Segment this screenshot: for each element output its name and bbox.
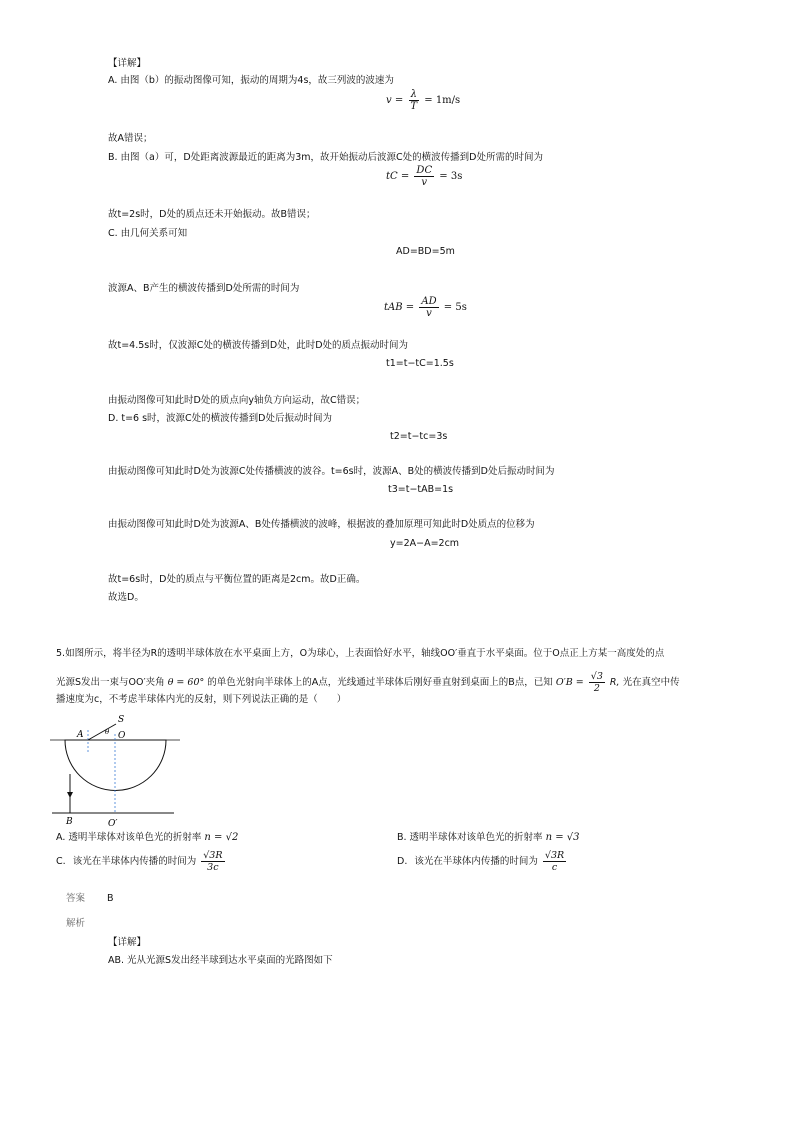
arrow-icon	[67, 792, 73, 798]
option-b-eq: n = √3	[545, 832, 580, 843]
option-a-label: A. 透明半球体对该单色光的折射率	[56, 832, 202, 843]
equation-tab	[384, 296, 467, 319]
equation-wave-speed	[386, 89, 460, 112]
option-a-eq: n = √2	[204, 832, 239, 843]
q5-stem-line2	[56, 671, 680, 694]
option-c-text-3: 故t=4.5s时，仅波源C处的横波传播到D处，此时D处的质点振动时间为	[108, 340, 409, 351]
eq-num: λ	[410, 89, 417, 100]
detail-tag-2: 【详解】	[108, 937, 147, 948]
eq-den: v	[426, 308, 432, 319]
option-d-den: c	[551, 862, 558, 873]
conclusion-a: 故A错误；	[108, 133, 153, 144]
hemisphere-outline	[65, 740, 166, 791]
eq-rhs: = 1m/s	[424, 95, 461, 106]
answer-value: B	[107, 893, 114, 904]
q5-stem-line1: 5.如图所示，将半径为R的透明半球体放在水平桌面上方，O为球心，上表面恰好水平，轴线OO′垂直于水平桌面。位于O点正上方某一高度处的点	[56, 648, 665, 659]
q5-ob-den: 2	[593, 683, 600, 694]
option-d-text: D. t=6 s时，波源C处的横波传播到D处后振动时间为	[108, 413, 333, 424]
conclusion-d: 故t=6s时，D处的质点与平衡位置的距离是2cm。故D正确。	[108, 574, 366, 585]
choice-result: 故选D。	[108, 592, 144, 603]
eq-den: T	[410, 101, 418, 112]
q5-stem-line3: 播速度为c，不考虑半球体内光的反射，则下列说法正确的是（ ）	[56, 694, 347, 705]
option-c-text-2: 波源A、B产生的横波传播到D处所需的时间为	[108, 283, 300, 294]
eq-lhs: tC =	[386, 171, 410, 182]
analysis-label: 解析	[66, 918, 86, 929]
eq-lhs: tAB =	[384, 302, 415, 313]
equation-ad: AD=BD=5m	[396, 246, 455, 257]
eq-rhs: = 5s	[443, 302, 467, 313]
label-theta: θ	[105, 728, 110, 736]
option-d-num: √3R	[544, 850, 565, 861]
option-c	[56, 850, 227, 873]
option-b-text: B. 由图（a）可，D处距离波源最近的距离为3m，故开始振动后波源C处的横波传播到D处所需的时间为	[108, 152, 543, 163]
equation-t2: t2=t−tc=3s	[390, 431, 448, 442]
label-o: O	[118, 731, 126, 741]
equation-t3: t3=t−tAB=1s	[388, 484, 454, 495]
label-o-prime: O′	[108, 819, 118, 829]
q5-stem-part-c: 光在真空中传	[622, 677, 680, 688]
option-d-text: 该光在半球体内传播的时间为	[414, 856, 538, 867]
eq-den: v	[421, 177, 428, 188]
ab-explanation: AB. 光从光源S发出经半球到达水平桌面的光路图如下	[108, 955, 333, 966]
option-b	[397, 832, 580, 844]
option-b-label: B. 透明半球体对该单色光的折射率	[397, 832, 543, 843]
q5-ob-r: R,	[609, 677, 620, 688]
equation-y: y=2A−A=2cm	[390, 538, 460, 549]
eq-num: DC	[416, 165, 433, 176]
option-c-text: 该光在半球体内传播的时间为	[72, 856, 197, 867]
hemisphere-figure	[50, 712, 190, 830]
detail-tag: 【详解】	[108, 58, 147, 69]
option-d-text-3: 由振动图像可知此时D处为波源A、B处传播横波的波峰，根据波的叠加原理可知此时D处质点的位移为	[108, 519, 535, 530]
label-s: S	[118, 715, 125, 725]
equation-t1: t1=t−tC=1.5s	[386, 358, 454, 369]
option-c-num: √3R	[203, 850, 223, 861]
q5-ob: O′B =	[555, 677, 584, 688]
label-a: A	[77, 730, 84, 740]
incident-ray	[88, 724, 116, 740]
option-d-label: D.	[397, 856, 408, 867]
option-d	[397, 850, 568, 873]
option-a-text: A. 由图（b）的振动图像可知，振动的周期为4s，故三列波的波速为	[108, 75, 394, 86]
q5-stem-part-b: 的单色光射向半球体上的A点，光线通过半球体后刚好垂直射到桌面上的B点，已知	[207, 677, 553, 688]
q5-theta: θ = 60°	[167, 677, 205, 688]
eq-lhs: v =	[386, 95, 404, 106]
equation-tc	[386, 165, 462, 188]
eq-rhs: = 3s	[439, 171, 463, 182]
option-c-label: C.	[56, 856, 66, 867]
option-d-text-2: 由振动图像可知此时D处为波源C处传播横波的波谷。t=6s时，波源A、B处的横波传播到D处后振动时间为	[108, 466, 555, 477]
q5-stem-part-a: 光源S发出一束与OO′夹角	[56, 677, 165, 688]
conclusion-c: 由振动图像可知此时D处的质点向y轴负方向运动，故C错误；	[108, 395, 366, 406]
label-b: B	[66, 817, 73, 827]
option-c-text: C. 由几何关系可知	[108, 228, 188, 239]
q5-ob-num: √3	[590, 671, 603, 682]
answer-label: 答案	[66, 893, 86, 904]
option-c-den: 3c	[207, 862, 219, 873]
conclusion-b: 故t=2s时，D处的质点还未开始振动。故B错误；	[108, 209, 316, 220]
eq-num: AD	[421, 296, 437, 307]
option-a	[56, 832, 238, 844]
